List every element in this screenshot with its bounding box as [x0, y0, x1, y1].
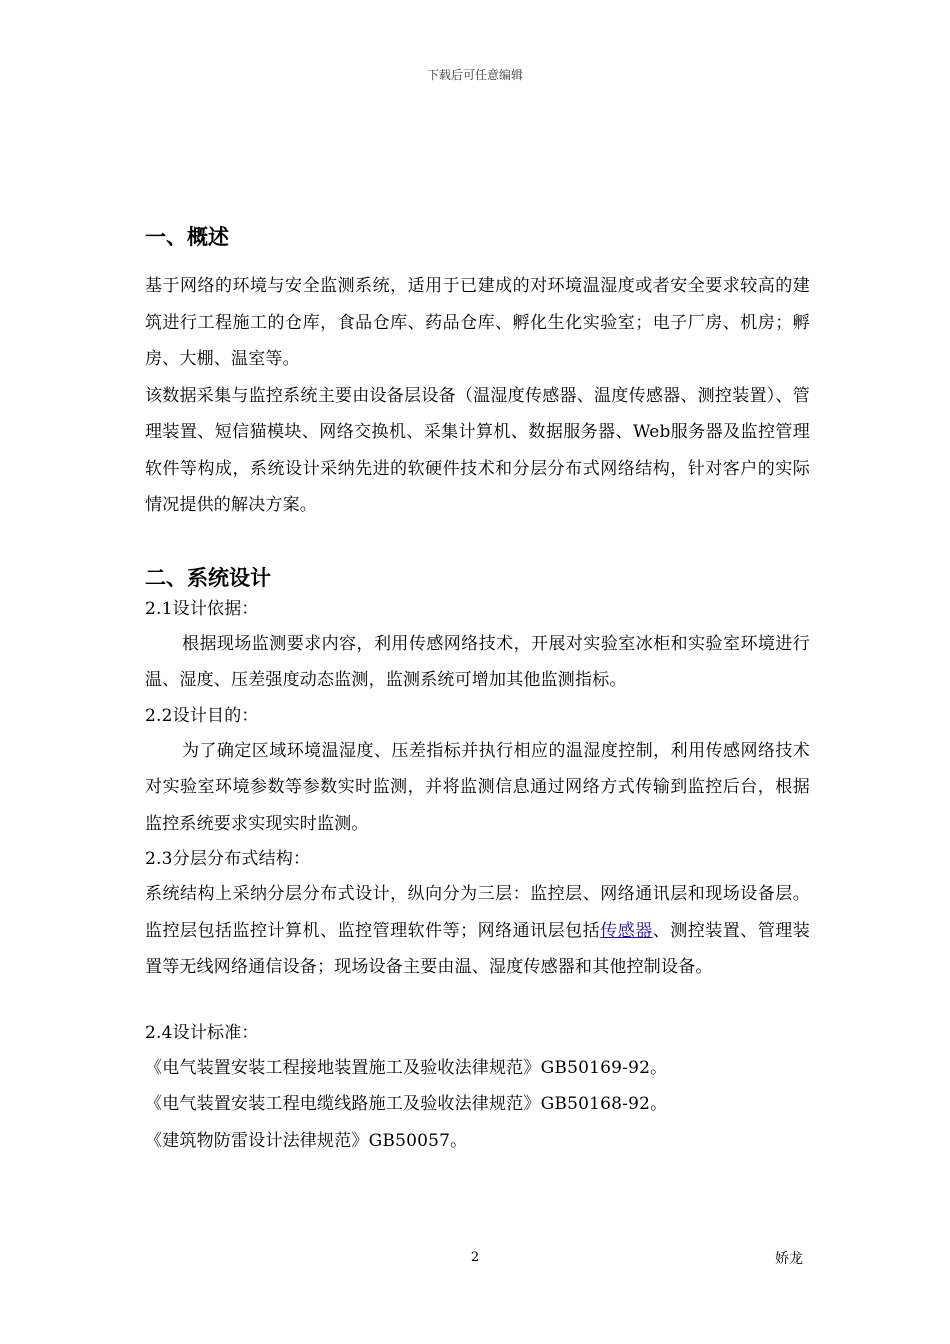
- subsection-2-1-heading: 2.1设计依据：: [145, 598, 259, 619]
- section-2-title: 二、系统设计: [145, 565, 271, 590]
- subsection-2-2-body: 为了确定区域环境温湿度、压差指标并执行相应的温湿度控制，利用传感网络技术对实验室环境参数等参数实时监测，并将监测信息通过网络方式传输到监控后台，根据监控系统要求实现实时监测。: [145, 740, 810, 834]
- subsection-2-2-heading: 2.2设计目的：: [145, 705, 259, 726]
- section-1-paragraph-2: 该数据采集与监控系统主要由设备层设备（温湿度传感器、温度传感器、测控装置）、管理装置、短信猫模块、网络交换机、采集计算机、数据服务器、Web服务器及监控管理软件等构成，系统设计采纳先进的软硬件技术和分层分布式网络结构，针对客户的实际情况提供的解决方案。: [145, 385, 810, 515]
- subsection-2-3-text-before-link: 系统结构上采纳分层分布式设计，纵向分为三层：监控层、网络通讯层和现场设备层。监控层包括监控计算机、监控管理软件等；网络通讯层包括: [145, 884, 810, 941]
- section-1-paragraph-1: 基于网络的环境与安全监测系统，适用于已建成的对环境温湿度或者安全要求较高的建筑进行工程施工的仓库，食品仓库、药品仓库、孵化生化实验室；电子厂房、机房；孵房、大棚、温室等。: [145, 276, 810, 369]
- sensor-link[interactable]: 传感器: [600, 920, 653, 941]
- standard-item-2: 《电气装置安装工程电缆线路施工及验收法律规范》GB50168-92。: [145, 1094, 668, 1114]
- footer-author: 娇龙: [775, 1251, 803, 1267]
- standard-item-1: 《电气装置安装工程接地装置施工及验收法律规范》GB50169-92。: [145, 1057, 668, 1078]
- subsection-2-3-body: [145, 876, 810, 986]
- section-1-body: [145, 268, 810, 524]
- standard-item-3: 《建筑物防雷设计法律规范》GB50057。: [145, 1130, 468, 1151]
- document-body: [145, 222, 810, 1159]
- subsection-2-4-heading: 2.4设计标准：: [145, 1022, 259, 1043]
- subsection-2-3-heading: 2.3分层分布式结构：: [145, 849, 311, 869]
- page-number: 2: [470, 1250, 480, 1265]
- section-1-title: 一、概述: [145, 225, 229, 249]
- header-note: 下载后可任意编辑: [426, 68, 523, 82]
- subsection-2-3-text-after-link: 、测控装置、管理装置等无线网络通信设备；现场设备主要由温、湿度传感器和其他控制设备。: [145, 920, 810, 977]
- subsection-2-1-body: 根据现场监测要求内容，利用传感网络技术，开展对实验室冰柜和实验室环境进行温、湿度、压差强度动态监测，监测系统可增加其他监测指标。: [145, 633, 810, 690]
